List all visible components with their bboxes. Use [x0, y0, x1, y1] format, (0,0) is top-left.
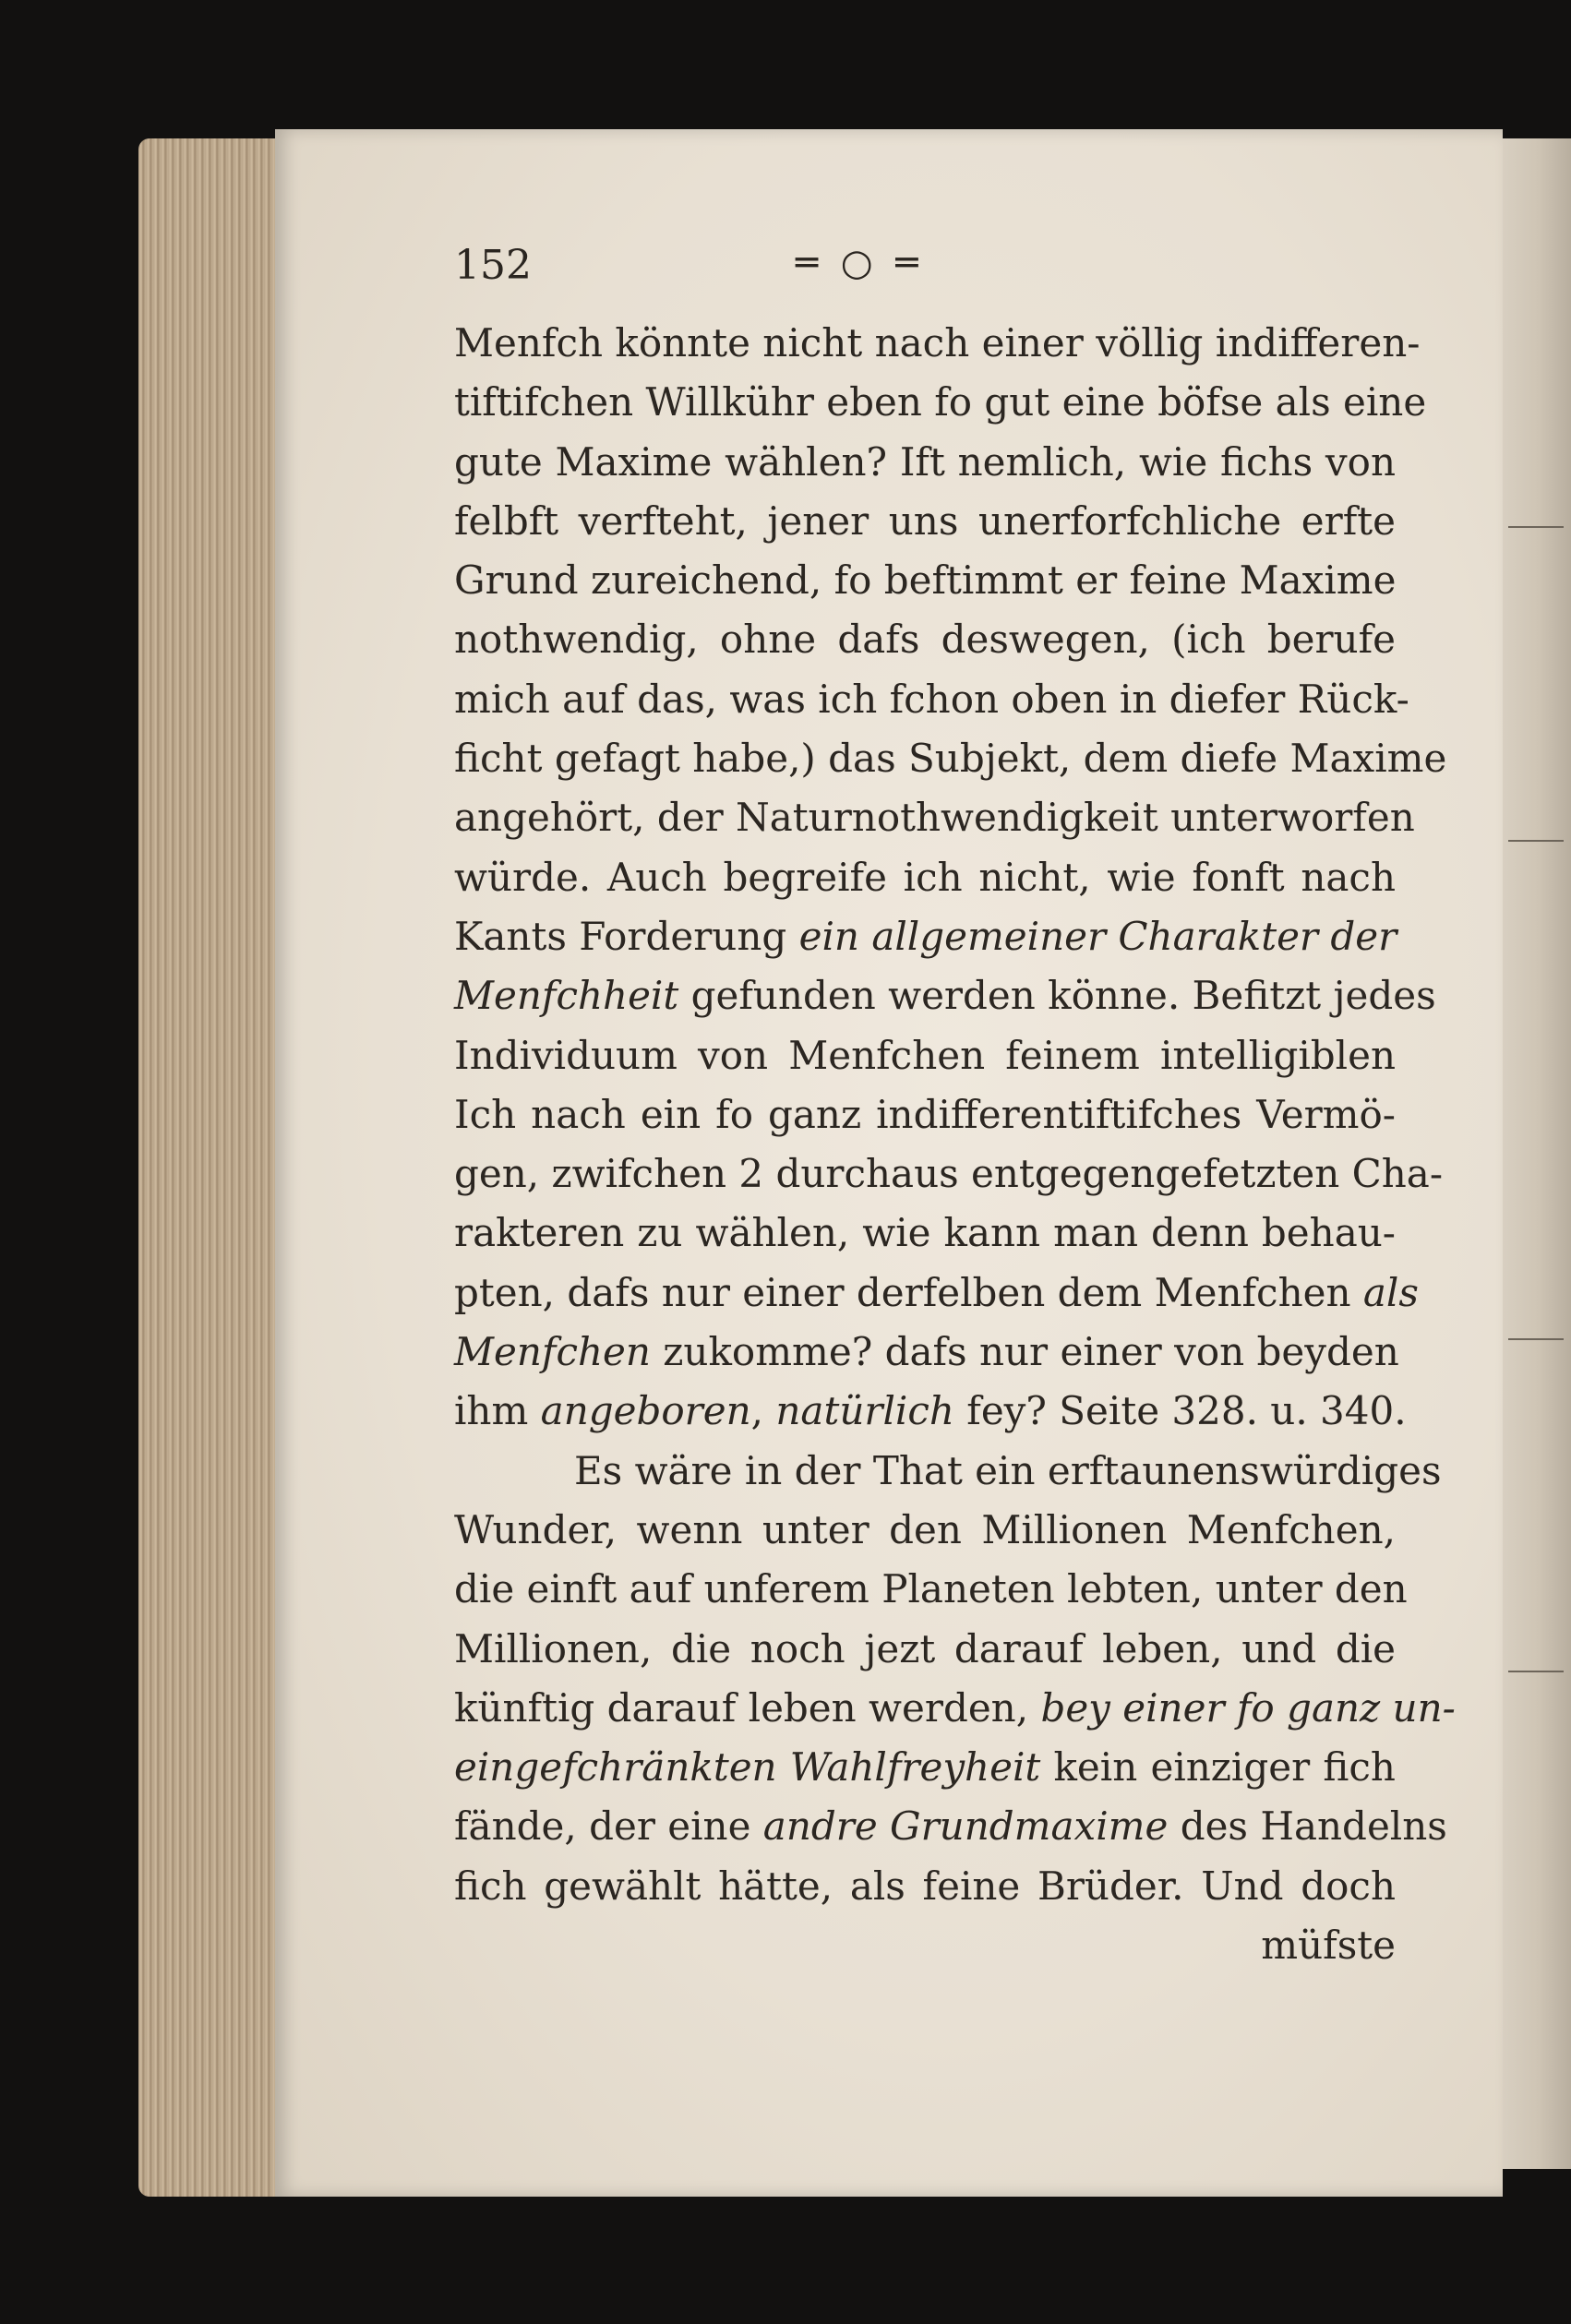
text-line — [454, 848, 1396, 907]
italic-text: andre Grundmaxime — [762, 1803, 1169, 1850]
text-segment: felbft verfteht, jener uns unerforfchliche erfte — [454, 497, 1396, 544]
text-segment: Individuum von Menfchen feinem intelligiblen — [454, 1032, 1396, 1078]
text-line — [454, 551, 1396, 610]
text-segment: mich auf das, was ich fchon oben in diefer Rück- — [454, 676, 1409, 722]
text-line — [454, 1204, 1396, 1263]
text-segment: gefunden werden könne. Befitzt jedes — [678, 973, 1436, 1019]
text-segment: gute Maxime wählen? Ift nemlich, wie fichs von — [454, 438, 1396, 485]
italic-text: Menfchheit — [454, 973, 679, 1019]
text-segment: , — [750, 1388, 776, 1434]
italic-text: ein allgemeiner Charakter der — [798, 913, 1397, 959]
text-segment: fey? Seite 328. u. 340. — [953, 1388, 1407, 1434]
italic-text: natürlich — [775, 1388, 954, 1434]
text-segment: rakteren zu wählen, wie kann man denn behau- — [454, 1210, 1396, 1256]
text-line — [454, 492, 1396, 551]
italic-text: angeboren — [540, 1388, 751, 1434]
text-line — [454, 670, 1409, 729]
text-segment: ihm — [454, 1388, 541, 1434]
text-line — [454, 1382, 1407, 1441]
text-segment: tiftifchen Willkühr eben fo gut eine böfse als eine — [454, 379, 1427, 425]
text-segment: Kants Forderung — [454, 913, 799, 959]
text-segment: fich gewählt hätte, als feine Brüder. Und doch — [454, 1863, 1396, 1909]
page-edges-left — [138, 138, 295, 2197]
body-text — [454, 314, 1456, 1975]
text-segment: gen, zwifchen 2 durchaus entgegengefetzten Cha- — [454, 1151, 1444, 1197]
text-segment: zukomme? dafs nur einer von beyden — [650, 1329, 1399, 1375]
text-line — [454, 788, 1415, 847]
text-line — [454, 314, 1421, 373]
text-line — [454, 1144, 1444, 1204]
text-line — [454, 1797, 1447, 1856]
text-line — [454, 373, 1427, 432]
text-segment: angehört, der Naturnothwendigkeit unterworfen — [454, 795, 1415, 841]
italic-text: bey einer fo ganz un- — [1040, 1684, 1456, 1731]
text-segment: Es wäre in der That ein erftaunenswürdiges — [574, 1447, 1442, 1493]
text-line — [454, 1501, 1396, 1560]
text-line — [454, 1857, 1396, 1916]
text-segment: Millionen, die noch jezt darauf leben, und die — [454, 1625, 1396, 1671]
text-line — [454, 1264, 1419, 1323]
running-header — [454, 242, 1396, 297]
text-line — [454, 1026, 1396, 1085]
text-segment: Grund zureichend, fo beftimmt er feine Maxime — [454, 557, 1397, 604]
text-line — [454, 1085, 1396, 1144]
text-line — [454, 1916, 1396, 1975]
text-segment: künftig darauf leben werden, — [454, 1684, 1041, 1731]
text-line — [454, 1620, 1396, 1679]
italic-text: eingefchränkten Wahlfreyheit — [454, 1744, 1041, 1791]
text-segment: Wunder, wenn unter den Millionen Menfchen, — [454, 1506, 1396, 1552]
text-line — [454, 1442, 1442, 1501]
text-line — [454, 1323, 1399, 1382]
text-line — [454, 610, 1396, 669]
page-edges-right — [1503, 138, 1571, 2169]
text-line — [454, 1738, 1396, 1797]
italic-text: Menfchen — [454, 1329, 651, 1375]
text-segment: fände, der eine — [454, 1803, 763, 1850]
header-ornament: ═ ○ ═ — [796, 242, 924, 284]
text-segment: Menfch könnte nicht nach einer völlig indifferen- — [454, 320, 1421, 365]
text-line — [454, 907, 1396, 966]
text-segment: müfste — [1261, 1923, 1396, 1969]
text-line — [454, 1679, 1456, 1738]
text-line — [454, 433, 1396, 492]
text-segment: kein einziger fich — [1040, 1744, 1396, 1791]
text-segment: pten, dafs nur einer derfelben dem Menfchen — [454, 1269, 1363, 1315]
italic-text: als — [1362, 1269, 1419, 1315]
text-segment: nothwendig, ohne dafs deswegen, (ich berufe — [454, 617, 1396, 663]
text-segment: die einft auf unferem Planeten lebten, unter den — [454, 1566, 1408, 1612]
text-line — [454, 729, 1447, 788]
text-line — [454, 1560, 1408, 1619]
text-segment: des Handelns — [1168, 1803, 1447, 1850]
text-line — [454, 966, 1436, 1025]
text-segment: würde. Auch begreife ich nicht, wie fonft nach — [454, 854, 1396, 900]
page-number: 152 — [454, 242, 532, 289]
text-segment: ficht gefagt habe,) das Subjekt, dem diefe Maxime — [454, 736, 1447, 782]
text-segment: Ich nach ein fo ganz indifferentiftifches Vermö- — [454, 1091, 1396, 1137]
